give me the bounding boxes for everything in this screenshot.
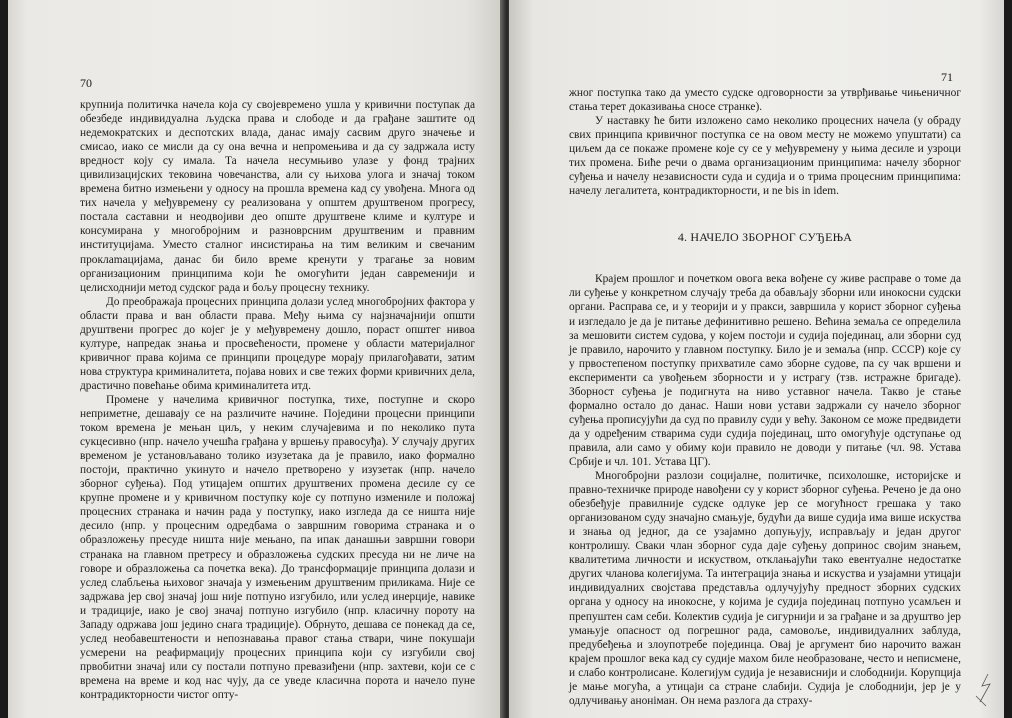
section-heading: 4. НАЧЕЛО ЗБОРНОГ СУЂЕЊА [677, 230, 853, 245]
page-body [569, 86, 961, 708]
page-number: 71 [941, 70, 953, 84]
paragraph: Крајем прошлог и почетком овога века вођене су живе расправе о томе да ли суђење у конкретном случају треба да обављају зборни или инокосни судски органи. Расправа се, и у теорији и у пракси, завршила у корист зборног суђења и изгледало је да је питање дефинитивно решено. Већина земаља се определила за мешовити систем судова, у којем постоји и судија појединац, али зборни суд је правило, нарочито у главном поступку. Било је и земаља (нпр. СССР) које су у првостепеном поступку прихватиле само зборне судове, па су чак вршени и експерименти са увођењем зборности и у истрагу (тзв. истражне бригаде). Зборност суђења је подигнута на ниво уставног начела. Такво је стање формално остало до данас. Наши нови устави задржали су начело зборног суђења прописујући да суд по правилу суди у већу. Законом се може предвидети да у одређеним стварима суди судија појединац, што омогућује одступање од правила, али само у обиму који правило не доводи у питање (чл. 98. Устава Србије и чл. 101. Устава ЦГ). [569, 273, 961, 468]
paragraph: У наставку ће бити изложено само неколико процесних начела (у обраду свих принципа кривичног поступка се на овом месту не можемо упуштати) са циљем да се покаже промене које су се у међувремену у њима десиле и узроци тих промена. Биће речи о двама организационим принципима: начелу зборног суђења и начелу независности суда и судија и о трима процесним принципима: начелу легалитета, контрадикторности, и ne bis in idem. [569, 115, 961, 198]
left-page [8, 0, 505, 718]
paragraph: До преображаја процесних принципа долази услед многобројних фактора у области права и ван области права. Међу њима су најзначајнији општи друштвени прогрес до којег је у међувремену дошло, пораст општег нивоа културе, напредак знања и просвећености, промене у области материјалног кривичног права којима се принципи процедуре морају прилагођавати, затим нова структура криминалитета, појава нових и све тежих форми кривичних дела, драстично повећање обима криминалитета итд. [80, 295, 475, 392]
page-body [80, 98, 475, 702]
paragraph: жног поступка тако да уместо судске одговорности за утврђивање чињеничног стања терет доказивања сносе странке). [569, 87, 961, 114]
page-number: 70 [80, 76, 92, 90]
paragraph: Многобројни разлози социјалне, политичке, психолошке, историјске и правно-техничке природе навођени су у корист зборног суђења. Речено је да оно обезбеђује правилније судске одлуке јер се могућност грешака у тако организованом суду значајно смањује, будући да више судија има више искуства и знања од једног, да се узајамно допуњују, исправљају и један другог контролишу. Сваки члан зборног суда даје суђењу допринос својим знањем, квалитетима личности и искуством, отклањајући тако евентуалне недостатке других чланова колегијума. Та интеграција знања и искуства и узајамни утицаји индивидуалних својстава представља одлучујућу предност зборних судских органа у односу на инокосне, у којима је судија појединац потпуно усамљен и препуштен сам себи. Колектив судија је сигурнији и за грађане и за друштво јер умањује опасност од погрешног рада, самовоље, индивидуалних заблуда, предубеђења и злоупотребе појединца. Овај је аргумент био нарочито важан крајем прошлог века кад су судије махом биле необразоване, често и неписмене, и слабо контролисане. Колегијум судија је независнији и слободнији. Корупција је мање могућа, а утицаји са стране слабији. Судија је слободнији, јер је у одлучивању аноніман. Он нема разлога да страху- [569, 470, 961, 707]
paragraph: Промене у начелима кривичног поступка, тихе, поступне и скоро неприметне, дешавају се на различите начине. Поједини процесни принципи током времена је мењан циљ, у неким случајевима и по неколико пута сукцесивно (нпр. начело учешћа грађана у вршењу правосуђа). У случају других временом је установљавано толико изузетака да је правило, иако формално постоји, практично укинуто и начело претворено у изузетак (нпр. начело зборног суђења). Под утицајем општих друштвених промена десиле су се крупне промене и у кривичном поступку које су потпуно измениле и положај процесних странака и начин рада у поступку, иако изгледа да се ништа није десило (нпр. у процесним одредбама о завршним говорима странака и о образложењу пресуде ништа није мењано, па ипак данашњи завршни говори странака на главном претресу и образложења судских пресуда ни не личе на говоре и образложења са почетка века). До трансформације принципа долази и услед слабљења њиховог значаја у измењеним друштвеним приликама. Није се задржава јер свој значај још није потпуно изгубило, или услед инерције, навике и традиције, иако је свој значај потпуно изгубило (нпр. класичну пороту на Западу одржава још једино снага традиције). Обрнуто, дешава се понекад да се, услед необавештености и непознавања правог стања ствари, чине покушаји усмерени на реафирмацију процесних принципа који су изгубили свој првобитни значај или су постали потпуно превазиђени (нпр. захтеви, који се с времена на време и код нас чују, да се уведе класична порота и начело пуне контрадикторности чистог опту- [80, 393, 475, 701]
pencil-mark-icon [968, 672, 998, 708]
paragraph: крупнија политичка начела која су својевремено ушла у кривични поступак да обезбеде индивидуална људска права и слободе и да грађане заштите од недемократских и деспотских влада, данас имају сасвим друго значење и смисао, иако се мисли да су она вечна и непромењива и да су задржала исту вредност коју су имала. Та начела несумњиво улазе у фонд трајних цивилизацијских тековина човечанства, али су њихова улога и значај током времена битно измењени у односу на прошла времена кад су увођена. Многа од тих начела у међувремену су реализована у општем друштвеном прогресу, постала саставни и неодвојиви део опште друштвене климе и културе и консумирана у многобројним и разноврсним друштвеним и правним институцијама. Уместо сталног инсистирања на тим великим и свечаним проклamaцијама, данас би било време кренути у трагање за новим организационим принципима који ће омогућити један савременији и целисходнији метод судског рада и бољу процесну технику. [80, 99, 475, 294]
right-page [509, 0, 1004, 718]
